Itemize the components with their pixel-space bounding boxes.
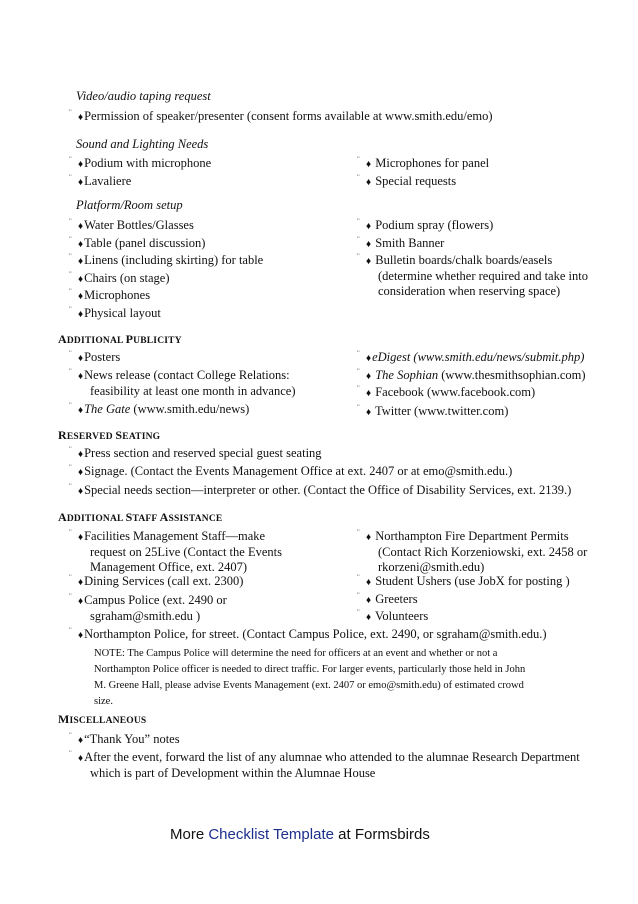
diamond-bullet-icon: ♦ — [78, 159, 84, 170]
checklist-item[interactable] — [357, 349, 585, 366]
section-heading-staff: ADDITIONAL STAFF ASSISTANCE — [58, 510, 223, 524]
checkbox-icon[interactable]: ¨ — [69, 173, 72, 182]
checkbox-icon[interactable]: ¨ — [69, 155, 72, 164]
checklist-item[interactable] — [357, 217, 494, 234]
item-label: Chairs (on stage) — [84, 271, 170, 285]
checklist-item[interactable] — [69, 287, 151, 304]
item-label: After the event, forward the list of any alumnae who attended to the alumnae Research Department — [84, 750, 580, 764]
checkbox-icon[interactable]: ¨ — [69, 108, 72, 117]
diamond-bullet-icon: ♦ — [366, 177, 372, 188]
item-label: Signage. (Contact the Events Management Office at ext. 2407 or at emo@smith.edu.) — [84, 464, 513, 478]
checkbox-icon[interactable]: ¨ — [69, 252, 72, 261]
checklist-item[interactable] — [357, 528, 588, 575]
checklist-item[interactable] — [357, 403, 509, 420]
checkbox-icon[interactable]: ¨ — [69, 463, 72, 472]
checkbox-icon[interactable]: ¨ — [357, 608, 360, 617]
checkbox-icon[interactable]: ¨ — [69, 573, 72, 582]
diamond-bullet-icon: ♦ — [78, 596, 84, 607]
item-label-continued: feasibility at least one month in advance) — [90, 384, 296, 398]
checkbox-icon[interactable]: ¨ — [69, 217, 72, 226]
checklist-item[interactable] — [69, 155, 212, 172]
checkbox-icon[interactable]: ¨ — [69, 270, 72, 279]
checklist-item[interactable] — [357, 367, 586, 384]
checkbox-icon[interactable]: ¨ — [69, 367, 72, 376]
diamond-bullet-icon: ♦ — [366, 221, 372, 232]
item-label-continued: (determine whether required and take into — [378, 269, 588, 283]
item-label-continued: which is part of Development within the Alumnae House — [90, 766, 376, 780]
item-label: eDigest (www.smith.edu/news/submit.php) — [372, 350, 585, 364]
checkbox-icon[interactable]: ¨ — [357, 235, 360, 244]
checklist-item[interactable] — [69, 528, 282, 575]
item-label: Microphones for panel — [375, 156, 490, 170]
item-label: Linens (including skirting) for table — [84, 253, 264, 267]
checkbox-icon[interactable]: ¨ — [357, 252, 360, 261]
item-label: Special needs section—interpreter or other. (Contact the Office of Disability Services, ext. 2139.) — [84, 483, 572, 497]
item-label: Posters — [84, 350, 121, 364]
checklist-item[interactable] — [69, 367, 296, 399]
checklist-item[interactable] — [69, 305, 161, 322]
item-label-url: (www.thesmithsophian.com) — [438, 368, 586, 382]
item-label: Podium with microphone — [84, 156, 212, 170]
footer-prefix: More — [170, 826, 209, 843]
diamond-bullet-icon: ♦ — [78, 735, 84, 746]
item-label: Volunteers — [375, 609, 429, 623]
item-label-continued: rkorzeni@smith.edu) — [378, 560, 485, 574]
checklist-item[interactable] — [69, 463, 513, 480]
diamond-bullet-icon: ♦ — [366, 612, 372, 623]
diamond-bullet-icon: ♦ — [366, 256, 372, 267]
checkbox-icon[interactable]: ¨ — [69, 749, 72, 758]
checklist-item[interactable] — [69, 401, 250, 418]
checklist-item[interactable] — [357, 252, 588, 299]
checklist-item[interactable] — [69, 108, 493, 125]
checkbox-icon[interactable]: ¨ — [357, 384, 360, 393]
footer-suffix: at Formsbirds — [333, 826, 430, 843]
checklist-item[interactable] — [357, 573, 570, 590]
sound-subheading: Sound and Lighting Needs — [76, 137, 209, 151]
checkbox-icon[interactable]: ¨ — [69, 592, 72, 601]
checkbox-icon[interactable]: ¨ — [357, 367, 360, 376]
item-label: Northampton Police, for street. (Contact Campus Police, ext. 2490, or sgraham@smith.edu.) — [84, 627, 547, 641]
item-label: Press section and reserved special guest seating — [84, 446, 322, 460]
item-label-continued: consideration when reserving space) — [378, 284, 561, 298]
checkbox-icon[interactable]: ¨ — [69, 445, 72, 454]
item-label: Podium spray (flowers) — [375, 218, 494, 232]
checkbox-icon[interactable]: ¨ — [357, 528, 360, 537]
checkbox-icon[interactable]: ¨ — [69, 731, 72, 740]
diamond-bullet-icon: ♦ — [78, 221, 84, 232]
diamond-bullet-icon: ♦ — [78, 291, 84, 302]
item-label: Student Ushers (use JobX for posting ) — [375, 574, 570, 588]
checkbox-icon[interactable]: ¨ — [357, 403, 360, 412]
checklist-item[interactable] — [357, 591, 418, 608]
checklist-item[interactable] — [69, 349, 121, 366]
checkbox-icon[interactable]: ¨ — [69, 482, 72, 491]
checklist-item[interactable] — [69, 173, 132, 190]
item-label: The Sophian — [375, 368, 439, 382]
checkbox-icon[interactable]: ¨ — [69, 528, 72, 537]
checkbox-icon[interactable]: ¨ — [357, 155, 360, 164]
diamond-bullet-icon: ♦ — [78, 112, 84, 123]
item-label: Bulletin boards/chalk boards/easels — [375, 253, 553, 267]
checkbox-icon[interactable]: ¨ — [69, 287, 72, 296]
checklist-item[interactable] — [69, 252, 264, 269]
item-label: News release (contact College Relations: — [84, 368, 290, 382]
diamond-bullet-icon: ♦ — [366, 532, 372, 543]
diamond-bullet-icon: ♦ — [366, 159, 372, 170]
checkbox-icon[interactable]: ¨ — [69, 349, 72, 358]
video-subheading: Video/audio taping request — [76, 89, 211, 103]
checkbox-icon[interactable]: ¨ — [357, 217, 360, 226]
checklist-item[interactable] — [69, 592, 227, 624]
diamond-bullet-icon: ♦ — [78, 274, 84, 285]
diamond-bullet-icon: ♦ — [366, 407, 372, 418]
diamond-bullet-icon: ♦ — [366, 353, 372, 364]
diamond-bullet-icon: ♦ — [78, 486, 84, 497]
checklist-item[interactable] — [357, 155, 490, 172]
staff-note: NOTE: The Campus Police will determine the need for officers at an event and whether or not a Northampton Police officer is needed to direct traffic. For larger events, particularly those held in John M. Greene Hall, please advise Events Management (ext. 2407 or emo@smith.edu) of estimated crowd size. — [94, 648, 526, 707]
checklist-item[interactable] — [357, 173, 457, 190]
item-label: Twitter (www.twitter.com) — [375, 404, 509, 418]
checklist-item[interactable] — [69, 731, 180, 748]
checkbox-icon[interactable]: ¨ — [357, 173, 360, 182]
checklist-item[interactable] — [69, 482, 572, 499]
diamond-bullet-icon: ♦ — [366, 595, 372, 606]
diamond-bullet-icon: ♦ — [366, 388, 372, 399]
platform-subheading: Platform/Room setup — [76, 198, 183, 212]
diamond-bullet-icon: ♦ — [78, 353, 84, 364]
item-label: “Thank You” notes — [84, 732, 180, 746]
item-label: Northampton Fire Department Permits — [375, 529, 569, 543]
checklist-item[interactable] — [69, 573, 244, 590]
item-label: Water Bottles/Glasses — [84, 218, 194, 232]
checklist-item[interactable] — [69, 749, 580, 781]
checkbox-icon[interactable]: ¨ — [69, 626, 72, 635]
section-heading-publicity: ADDITIONAL PUBLICITY — [58, 332, 182, 346]
item-label-continued: sgraham@smith.edu ) — [90, 609, 201, 623]
diamond-bullet-icon: ♦ — [78, 177, 84, 188]
item-label: Dining Services (call ext. 2300) — [84, 574, 244, 588]
item-label: Physical layout — [84, 306, 161, 320]
diamond-bullet-icon: ♦ — [78, 405, 84, 416]
item-label-continued: (Contact Rich Korzeniowski, ext. 2458 or — [378, 545, 588, 559]
item-label: Lavaliere — [84, 174, 132, 188]
diamond-bullet-icon: ♦ — [78, 577, 84, 588]
item-label-continued: request on 25Live (Contact the Events — [90, 545, 282, 559]
checkbox-icon[interactable]: ¨ — [357, 591, 360, 600]
checkbox-icon[interactable]: ¨ — [69, 235, 72, 244]
checklist-item[interactable] — [69, 445, 322, 462]
diamond-bullet-icon: ♦ — [366, 371, 372, 382]
checkbox-icon[interactable]: ¨ — [69, 401, 72, 410]
item-label: Smith Banner — [375, 236, 445, 250]
checkbox-icon[interactable]: ¨ — [357, 349, 360, 358]
item-label: Facebook (www.facebook.com) — [375, 385, 536, 399]
checklist-item[interactable] — [357, 235, 445, 252]
item-label-url: (www.smith.edu/news) — [130, 402, 250, 416]
section-heading-misc: MISCELLANEOUS — [58, 712, 147, 726]
checklist-item[interactable] — [357, 384, 536, 401]
diamond-bullet-icon: ♦ — [366, 239, 372, 250]
diamond-bullet-icon: ♦ — [78, 467, 84, 478]
diamond-bullet-icon: ♦ — [78, 449, 84, 460]
item-label: Special requests — [375, 174, 457, 188]
checkbox-icon[interactable]: ¨ — [357, 573, 360, 582]
diamond-bullet-icon: ♦ — [78, 753, 84, 764]
diamond-bullet-icon: ♦ — [78, 256, 84, 267]
checklist-item[interactable] — [357, 608, 429, 625]
checklist-item[interactable] — [69, 235, 206, 252]
item-label-continued: Management Office, ext. 2407) — [90, 560, 248, 574]
item-label: Table (panel discussion) — [84, 236, 206, 250]
diamond-bullet-icon: ♦ — [78, 371, 84, 382]
item-label: Greeters — [375, 592, 418, 606]
checkbox-icon[interactable]: ¨ — [69, 305, 72, 314]
item-label: Microphones — [84, 288, 151, 302]
checklist-item[interactable] — [69, 626, 547, 643]
diamond-bullet-icon: ♦ — [366, 577, 372, 588]
diamond-bullet-icon: ♦ — [78, 239, 84, 250]
item-label: The Gate — [84, 402, 131, 416]
footer — [170, 826, 430, 843]
item-label: Permission of speaker/presenter (consent forms available at www.smith.edu/emo) — [84, 109, 493, 123]
item-label: Campus Police (ext. 2490 or — [84, 593, 227, 607]
item-label: Facilities Management Staff—make — [84, 529, 266, 543]
checklist-item[interactable] — [69, 270, 170, 287]
diamond-bullet-icon: ♦ — [78, 630, 84, 641]
diamond-bullet-icon: ♦ — [78, 309, 84, 320]
checklist-template-link[interactable]: Checklist Template — [208, 826, 334, 843]
checklist-item[interactable] — [69, 217, 194, 234]
diamond-bullet-icon: ♦ — [78, 532, 84, 543]
section-heading-seating: RESERVED SEATING — [58, 428, 161, 442]
